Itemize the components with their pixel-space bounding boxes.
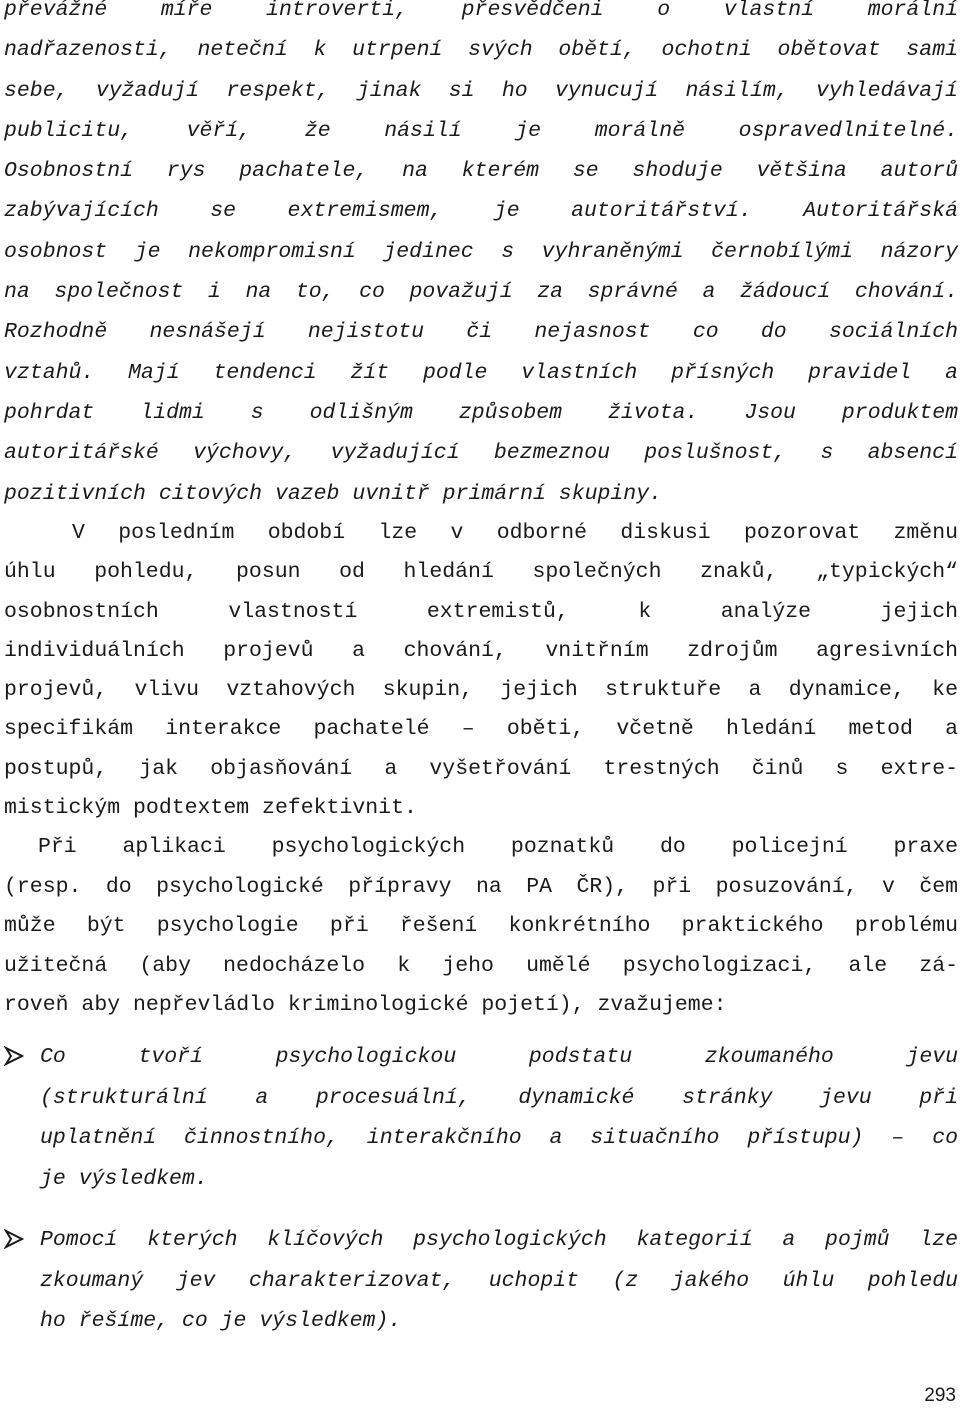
text-line: může být psychologie při řešení konkrétního praktického problému — [4, 914, 959, 938]
text-line: zkoumaný jev charakterizovat, uchopit (z jakého úhlu pohledu — [40, 1268, 959, 1293]
text-line: individuálních projevů a chování, vnitřním zdrojům agresivních — [4, 638, 959, 663]
text-line: úhlu pohledu, posun od hledání společných znaků, „typických“ — [4, 560, 959, 585]
text-line: Rozhodně nesnášejí nejistotu či nejasnost co do sociálních — [4, 320, 959, 345]
paragraph-change-of-view — [4, 514, 958, 828]
text-line: osobnostních vlastností extremistů, k analýze jejich — [4, 599, 959, 624]
text-line: postupů, jak objasňování a vyšetřování trestných činů s extre- — [4, 756, 959, 781]
text-line: osobnost je nekompromisní jedinec s vyhraněnými černobílými názory — [4, 239, 959, 264]
text-line: autoritářské výchovy, vyžadující bezmeznou poslušnost, s absencí — [4, 441, 958, 466]
text-line: projevů, vlivu vztahových skupin, jejich struktuře a dynamice, ke — [4, 678, 958, 703]
text-line: nadřazenosti, neteční k utrpení svých obětí, ochotni obětovat sami — [4, 38, 959, 63]
text-line: (strukturální a procesuální, dynamické stránky jevu při — [40, 1085, 958, 1110]
text-line: je výsledkem. — [40, 1166, 208, 1191]
text-line: vztahů. Mají tendenci žít podle vlastních přísných pravidel a — [4, 360, 958, 385]
text-line: Osobnostní rys pachatele, na kterém se shoduje většina autorů — [4, 159, 959, 184]
page-number: 293 — [924, 1385, 956, 1406]
paragraph-application — [4, 828, 958, 1026]
text-line: roveň aby nepřevládlo kriminologické pojetí), zvažujeme: — [4, 993, 727, 1017]
bullet-item — [4, 1220, 958, 1342]
text-line: Pomocí kterých klíčových psychologických kategorií a pojmů lze — [40, 1228, 959, 1252]
italic-paragraph — [4, 0, 958, 514]
document-page — [4, 0, 958, 1409]
text-line: Co tvoří psychologickou podstatu zkoumaného jevu — [40, 1045, 959, 1069]
bullet-list — [4, 1037, 958, 1363]
text-line: Při aplikaci psychologických poznatků do policejní praxe — [38, 835, 959, 859]
text-line: ho řešíme, co je výsledkem). — [40, 1309, 402, 1333]
text-line: sebe, vyžadují respekt, jinak si ho vynucují násilím, vyhledávají — [4, 78, 958, 103]
bullet-item — [4, 1037, 958, 1199]
text-line: pozitivních citových vazeb uvnitř primární skupiny. — [4, 481, 663, 506]
text-line: pohrdat lidmi s odlišným způsobem života. Jsou produktem — [4, 400, 959, 425]
text-line: převážné míře introverti, přesvědčeni o vlastní morální — [4, 0, 959, 22]
text-line: publicitu, věří, že násilí je morálně ospravedlnitelné. — [4, 118, 959, 143]
text-line: na společnost i na to, co považují za správné a žádoucí chování. — [4, 280, 959, 305]
arrowhead-bullet-icon — [4, 1046, 24, 1066]
text-line: užitečná (aby nedocházelo k jeho umělé psychologizaci, ale zá- — [4, 953, 959, 978]
text-line: mistickým podtextem zefektivnit. — [4, 796, 417, 821]
text-line: uplatnění činnostního, interakčního a situačního přístupu) – co — [40, 1126, 959, 1150]
text-line: specifikám interakce pachatelé – oběti, včetně hledání metod a — [4, 717, 959, 742]
arrowhead-bullet-icon — [4, 1229, 24, 1249]
text-line: V posledním období lze v odborné diskusi pozorovat změnu — [72, 521, 958, 545]
text-line: (resp. do psychologické přípravy na PA ČR), při posuzování, v čem — [4, 874, 959, 899]
text-line: zabývajících se extremismem, je autoritářství. Autoritářská — [4, 199, 959, 224]
